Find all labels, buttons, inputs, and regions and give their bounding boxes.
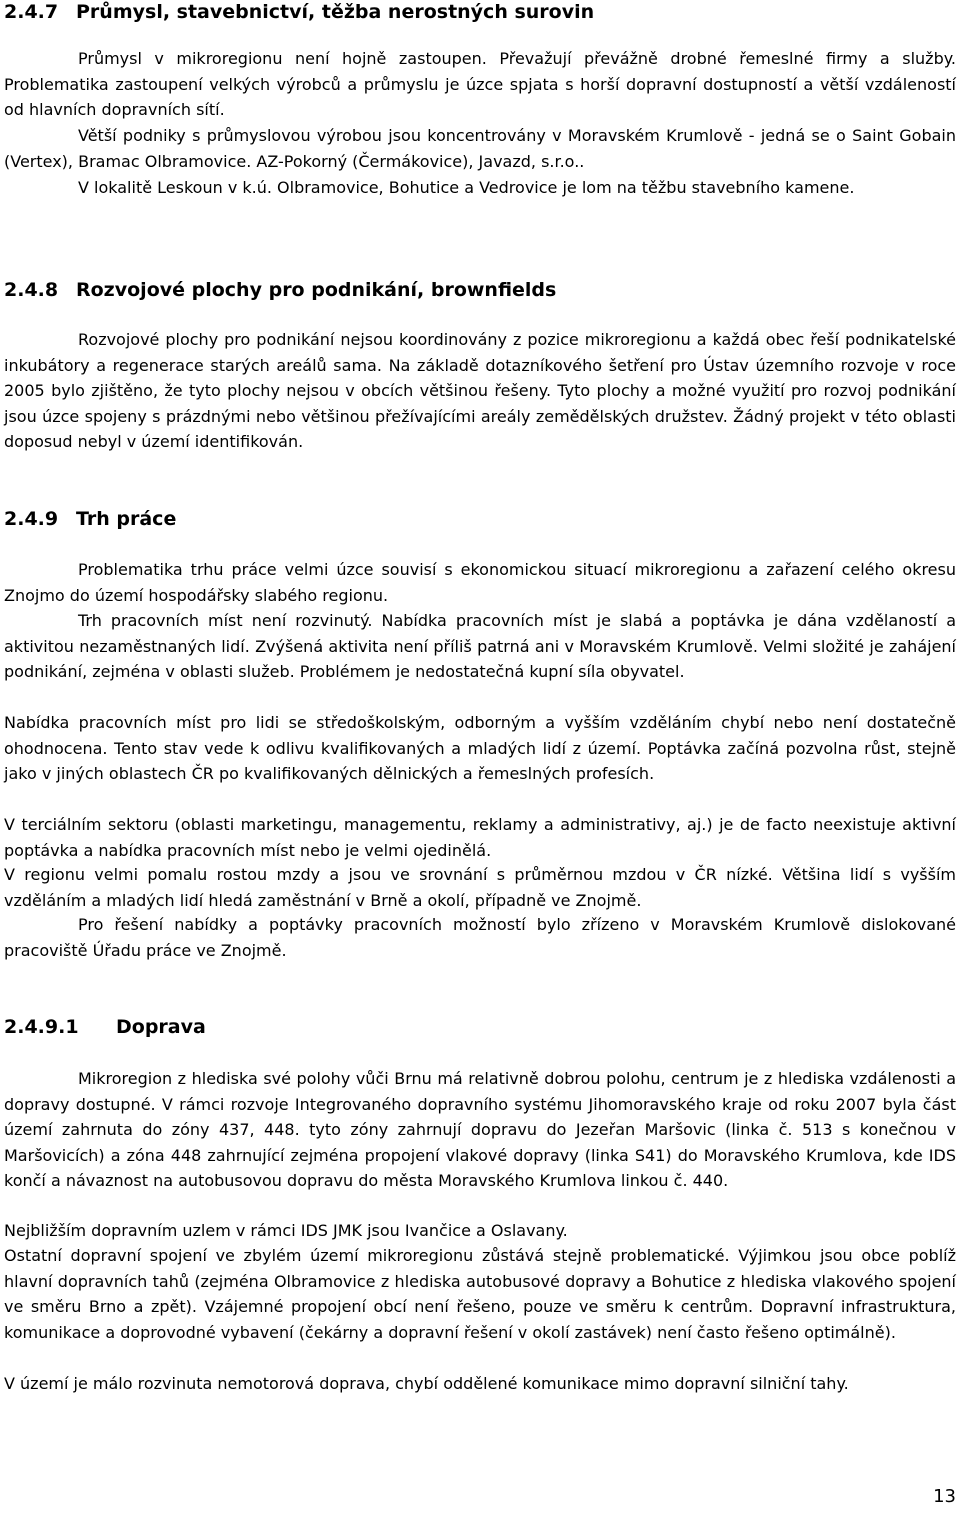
section-title: Doprava	[116, 1016, 206, 1038]
paragraph: V lokalitě Leskoun v k.ú. Olbramovice, Bohutice a Vedrovice je lom na těžbu stavebního kamene.	[78, 178, 855, 197]
paragraph: V regionu velmi pomalu rostou mzdy a jsou ve srovnání s průměrnou mzdou v ČR nízké. Většina lidí s vyšším vzděláním a mladých lidí hledá zaměstnání v Brně a okolí, případně ve Znojmě.	[4, 865, 956, 910]
paragraph: V území je málo rozvinuta nemotorová doprava, chybí oddělené komunikace mimo dopravní silniční tahy.	[4, 1374, 849, 1393]
page-number: 13	[933, 1486, 956, 1507]
section-heading-2-4-7	[4, 0, 594, 24]
paragraph: V terciálním sektoru (oblasti marketingu, managementu, reklamy a administrativy, aj.) je de facto neexistuje aktivní poptávka a nabídka pracovních míst nebo je velmi ojedinělá.	[4, 815, 956, 860]
section-number: 2.4.9	[4, 508, 59, 530]
paragraph: Rozvojové plochy pro podnikání nejsou koordinovány z pozice mikroregionu a každá obec řeší podnikatelské inkubátory a regenerace starých areálů sama. Na základě dotazníkového šetření pro Ústav územního rozvoje v roce 2005 bylo zjištěno, že tyto plochy nejsou v obcích většinou řešeny. Tyto plochy a možné využití pro rozvoj podnikání jsou úzce spojeny s prázdnými nebo většinou přežívajícími areály zemědělských družstev. Žádný projekt v této oblasti doposud nebyl v území identifikován.	[4, 330, 956, 452]
paragraph: Ostatní dopravní spojení ve zbylém území mikroregionu zůstává stejně problematické. Výjimkou jsou obce poblíž hlavní dopravních tahů (zejména Olbramovice z hlediska autobusové dopravy a Bohutice z hlediska vlakového spojení ve směru Brno a zpět). Vzájemné propojení obcí není řešeno, pouze ve směru k centrům. Dopravní infrastruktura, komunikace a doprovodné vybavení (čekárny a dopravní řešení v okolí zastávek) není často řešeno optimálně).	[4, 1246, 956, 1342]
section-title: Trh práce	[76, 508, 177, 530]
section-heading-2-4-8	[4, 278, 556, 302]
section-heading-2-4-9-1	[4, 1015, 206, 1039]
section-number: 2.4.9.1	[4, 1016, 79, 1038]
section-heading-2-4-9	[4, 507, 176, 531]
paragraph: Nabídka pracovních míst pro lidi se středoškolským, odborným a vyšším vzděláním chybí nebo není dostatečně ohodnocena. Tento stav vede k odlivu kvalifikovaných a mladých lidí z území. Poptávka začíná pozvolna růst, stejně jako v jiných oblastech ČR po kvalifikovaných dělnických a řemeslných profesích.	[4, 713, 956, 784]
paragraph: Větší podniky s průmyslovou výrobou jsou koncentrovány v Moravském Krumlově - jedná se o Saint Gobain (Vertex), Bramac Olbramovice. AZ-Pokorný (Čermákovice), Javazd, s.r.o..	[4, 126, 956, 171]
section-title: Průmysl, stavebnictví, těžba nerostných surovin	[76, 1, 595, 23]
section-title: Rozvojové plochy pro podnikání, brownfields	[76, 279, 557, 301]
paragraph: Trh pracovních míst není rozvinutý. Nabídka pracovních míst je slabá a poptávka je dána vzdělaností a aktivitou nezaměstnaných lidí. Zvýšená aktivita není příliš patrná ani v Moravském Krumlově. Velmi složité je zahájení podnikání, zejména v oblasti služeb. Problémem je nedostatečná kupní síla obyvatel.	[4, 611, 956, 682]
section-number: 2.4.7	[4, 1, 59, 23]
section-number: 2.4.8	[4, 279, 59, 301]
paragraph: Nejbližším dopravním uzlem v rámci IDS JMK jsou Ivančice a Oslavany.	[4, 1221, 568, 1240]
paragraph: Mikroregion z hlediska své polohy vůči Brnu má relativně dobrou polohu, centrum je z hlediska vzdálenosti a dopravy dostupné. V rámci rozvoje Integrovaného dopravního systému Jihomoravského kraje od roku 2007 byla část území zahrnuta do zóny 437, 448. tyto zóny zahrnují dopravu do Jezeřan Maršovic (linka č. 513 s konečnou v Maršovicích) a zóna 448 zahrnující zejména propojení vlakové dopravy (linka S41) do Moravského Krumlova, kde IDS končí a návaznost na autobusovou dopravu do města Moravského Krumlova linkou č. 440.	[4, 1069, 956, 1191]
paragraph: Pro řešení nabídky a poptávky pracovních možností bylo zřízeno v Moravském Krumlově dislokované pracoviště Úřadu práce ve Znojmě.	[4, 915, 956, 960]
paragraph: Problematika trhu práce velmi úzce souvisí s ekonomickou situací mikroregionu a zařazení celého okresu Znojmo do území hospodářsky slabého regionu.	[4, 560, 956, 605]
paragraph: Průmysl v mikroregionu není hojně zastoupen. Převažují převážně drobné řemeslné firmy a služby. Problematika zastoupení velkých výrobců a průmyslu je úzce spjata s horší dopravní dostupností a větší vzdáleností od hlavních dopravních sítí.	[4, 49, 956, 120]
